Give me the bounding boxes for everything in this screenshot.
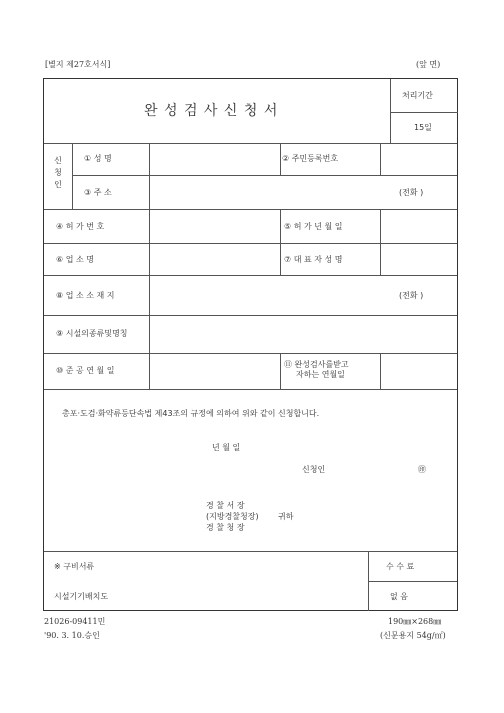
footer-paper-weight: (신문용지 54g/㎡): [380, 631, 446, 640]
required-document-item: 시설기기배치도: [54, 592, 109, 601]
fee-label: 수 수 료: [386, 562, 415, 571]
declaration-date: 년 월 일: [212, 443, 241, 452]
permit-number-field[interactable]: [150, 210, 279, 242]
business-location-label: ⑧ 업 소 소 재 지: [56, 291, 115, 300]
location-phone: (전화 ): [399, 291, 424, 300]
recipient-provincial-police-chief: (지방경찰청장): [206, 512, 259, 521]
processing-period-value: 15일: [414, 123, 432, 132]
fee-value: 없 음: [390, 592, 408, 601]
representative-name-field[interactable]: [381, 244, 456, 274]
name-field[interactable]: [150, 144, 279, 174]
footer-approval-date: '90. 3. 10.승인: [44, 631, 100, 640]
inspection-date-label-line1: ⑪ 완성검사를받고: [284, 360, 349, 369]
required-documents-label: ※ 구비서류: [54, 562, 95, 571]
seal-mark: ㊞: [418, 465, 426, 474]
form-title: 완 성 검 사 신 청 서: [144, 103, 279, 119]
completion-date-field[interactable]: [150, 354, 279, 388]
recipient-police-station-chief: 경 찰 서 장: [206, 501, 245, 510]
facility-type-label: ⑨ 시설의종류및명칭: [56, 329, 128, 338]
page-side: (앞 면): [416, 60, 441, 69]
representative-name-label: ⑦ 대 표 자 성 명: [284, 255, 343, 264]
recipient-honorific: 귀하: [278, 512, 294, 521]
applicant-sign-label: 신청인: [302, 465, 326, 474]
declaration-statement: 총포·도검·화약류등단속법 제43조의 규정에 의하여 위와 같이 신청합니다.: [62, 409, 320, 418]
permit-number-label: ④ 허 가 번 호: [56, 222, 105, 231]
inspection-date-field[interactable]: [381, 354, 456, 388]
permit-date-label: ⑤ 허 가 년 월 일: [284, 222, 343, 231]
applicant-section-label: 신 청 인: [54, 156, 62, 189]
resident-number-label: ② 주민등록번호: [282, 154, 339, 163]
completion-date-label: ⑩ 준 공 연 월 일: [56, 366, 115, 375]
business-name-field[interactable]: [150, 244, 279, 274]
address-label: ③ 주 소: [84, 188, 112, 197]
form-number: [별지 제27호서식]: [45, 60, 111, 69]
address-phone: (전화 ): [399, 188, 424, 197]
name-label: ① 성 명: [84, 154, 112, 163]
footer-form-code: 21026-09411민: [44, 617, 106, 626]
inspection-date-label-line2: 자하는 연월일: [296, 370, 345, 379]
business-name-label: ⑥ 업 소 명: [56, 255, 94, 264]
footer-paper-size: 190㎜×268㎜: [388, 617, 442, 626]
application-form: [43, 78, 458, 611]
permit-date-field[interactable]: [381, 210, 456, 242]
recipient-national-police-commissioner: 경 찰 청 장: [206, 523, 245, 532]
facility-type-field[interactable]: [150, 316, 456, 352]
processing-period-label: 처리기간: [402, 91, 433, 100]
resident-number-field[interactable]: [381, 144, 456, 174]
